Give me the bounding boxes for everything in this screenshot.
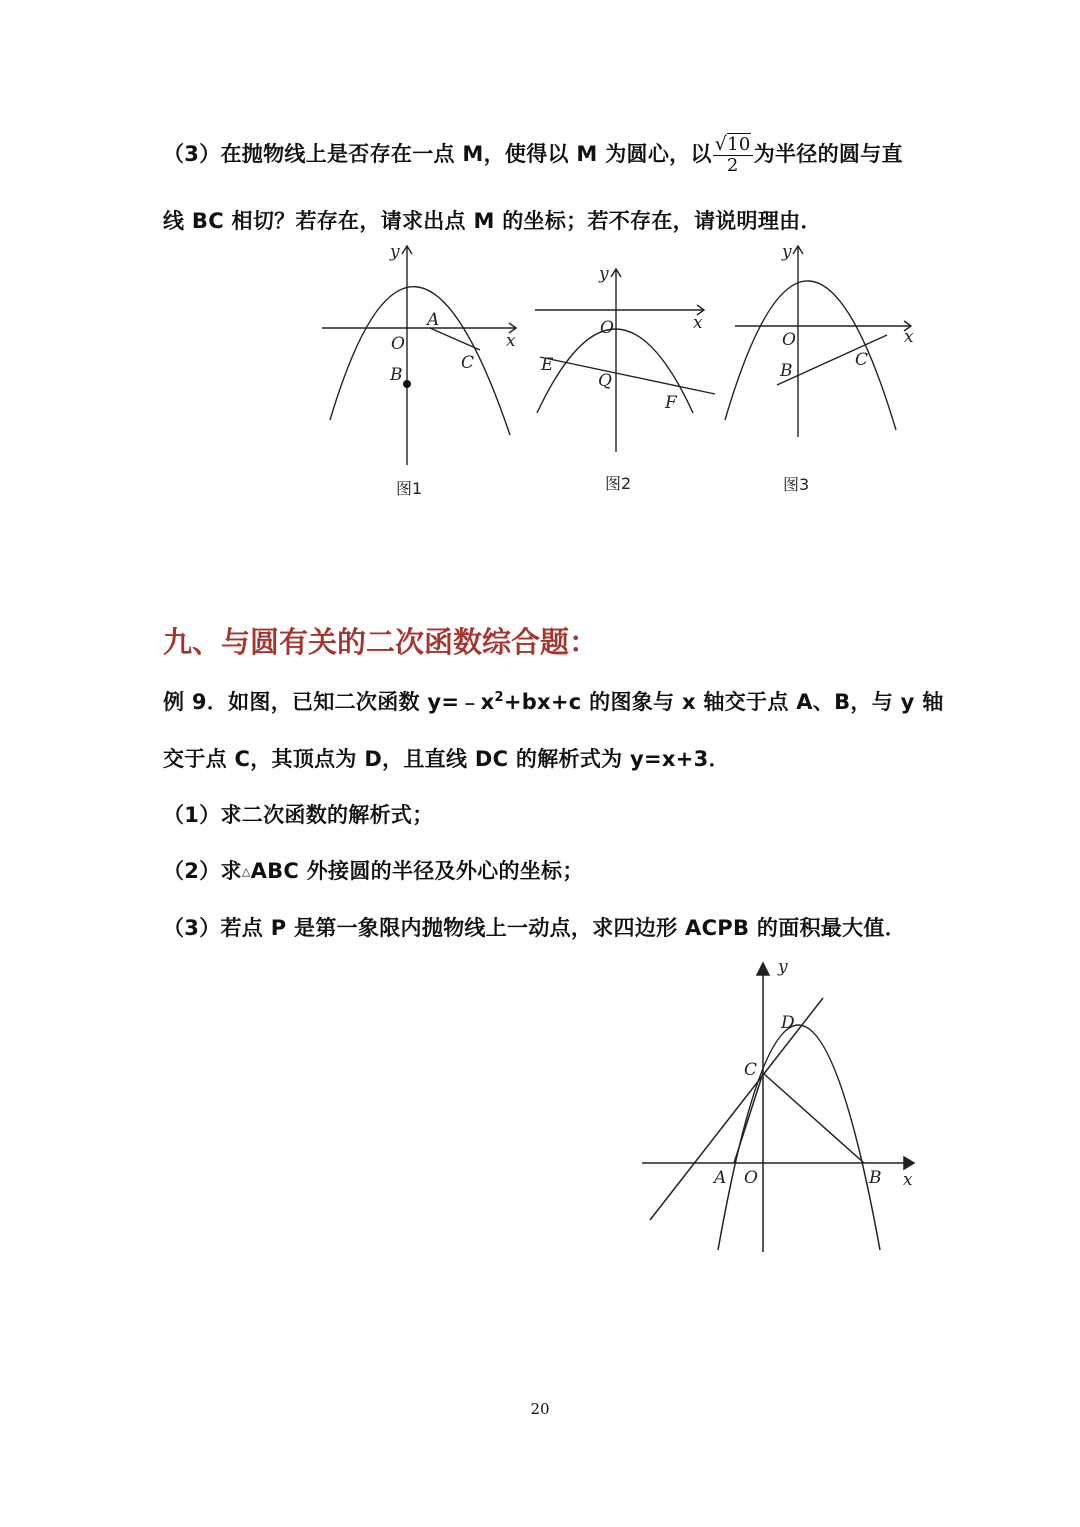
example-question-3: （3）若点 P 是第一象限内抛物线上一动点，求四边形 ACPB 的面积最大值．	[163, 916, 907, 940]
fig2-line-ef	[540, 357, 715, 394]
ex-x-arrow	[904, 1157, 914, 1169]
fig2-y-label: y	[599, 264, 609, 284]
radicand: 10	[727, 134, 751, 155]
figure-3	[720, 240, 930, 505]
figure-example-9	[630, 955, 930, 1260]
example-line-1-b: +bx+c 的图象与 x 轴交于点 A、B，与 y 轴	[503, 690, 944, 714]
ex-origin-label: O	[744, 1168, 758, 1188]
fig2-f-label: F	[665, 393, 677, 413]
example-question-2-b: ABC 外接圆的半径及外心的坐标；	[250, 859, 584, 883]
question-3-text-a: （3）在抛物线上是否存在一点 M，使得以 M 为圆心，以	[163, 142, 712, 166]
fig2-e-label: E	[541, 355, 554, 375]
fig1-point-b	[403, 380, 411, 388]
fig1-b-label: B	[390, 365, 403, 385]
ex-c-label: C	[744, 1060, 758, 1080]
fig3-c-label: C	[855, 350, 869, 370]
ex-d-label: D	[781, 1013, 795, 1033]
example-question-1: （1）求二次函数的解析式；	[163, 803, 434, 827]
fig2-q-label: Q	[598, 371, 612, 391]
ex-x-label: x	[903, 1170, 913, 1190]
fig1-a-label: A	[427, 310, 440, 330]
example-line-1	[163, 686, 944, 716]
fig1-c-label: C	[461, 353, 475, 373]
ex-y-label: y	[778, 957, 788, 977]
fig3-parabola	[725, 281, 896, 430]
question-3-line-2: 线 BC 相切？若存在，请求出点 M 的坐标；若不存在，请说明理由．	[163, 209, 822, 233]
fig1-segment-ac	[430, 328, 480, 350]
fig3-y-label: y	[782, 242, 792, 262]
example-question-2-a: （2）求	[163, 859, 242, 883]
example-question-2	[163, 855, 584, 885]
fig2-origin-label: O	[600, 318, 614, 338]
denominator: 2	[726, 155, 739, 176]
radical-sign: √	[714, 133, 728, 155]
fig1-origin-label: O	[391, 334, 405, 354]
ex-a-label: A	[714, 1168, 727, 1188]
section-heading: 九、与圆有关的二次函数综合题：	[163, 625, 599, 659]
ex-y-arrow	[757, 963, 769, 975]
fig3-origin-label: O	[782, 330, 796, 350]
fig1-caption: 图1	[396, 479, 423, 498]
page-number: 20	[530, 1400, 550, 1418]
example-line-2: 交于点 C，其顶点为 D，且直线 DC 的解析式为 y=x+3．	[163, 747, 730, 771]
fig1-parabola	[330, 287, 510, 435]
fig2-x-label: x	[693, 313, 703, 333]
exponent-2: 2	[494, 690, 504, 705]
ex-segment-ac	[734, 1073, 763, 1163]
figure-1	[310, 240, 530, 510]
question-3-text-b: 为半径的圆与直	[753, 142, 903, 166]
fig1-x-label: x	[506, 331, 516, 351]
ex-line-dc	[650, 998, 823, 1220]
fig2-caption: 图2	[605, 474, 632, 493]
sqrt10-over-2-fraction	[713, 134, 753, 176]
question-3-line-1	[163, 134, 903, 176]
example-line-1-a: 例 9．如图，已知二次函数 y=﹣x	[163, 690, 495, 714]
ex-b-label: B	[869, 1168, 882, 1188]
triangle-symbol: △	[241, 865, 251, 878]
fig1-y-label: y	[390, 242, 400, 262]
fig3-b-label: B	[780, 361, 793, 381]
figure-2	[525, 260, 725, 500]
fig3-x-label: x	[904, 327, 914, 347]
fig3-caption: 图3	[783, 475, 810, 494]
ex-segment-cb	[763, 1073, 864, 1163]
